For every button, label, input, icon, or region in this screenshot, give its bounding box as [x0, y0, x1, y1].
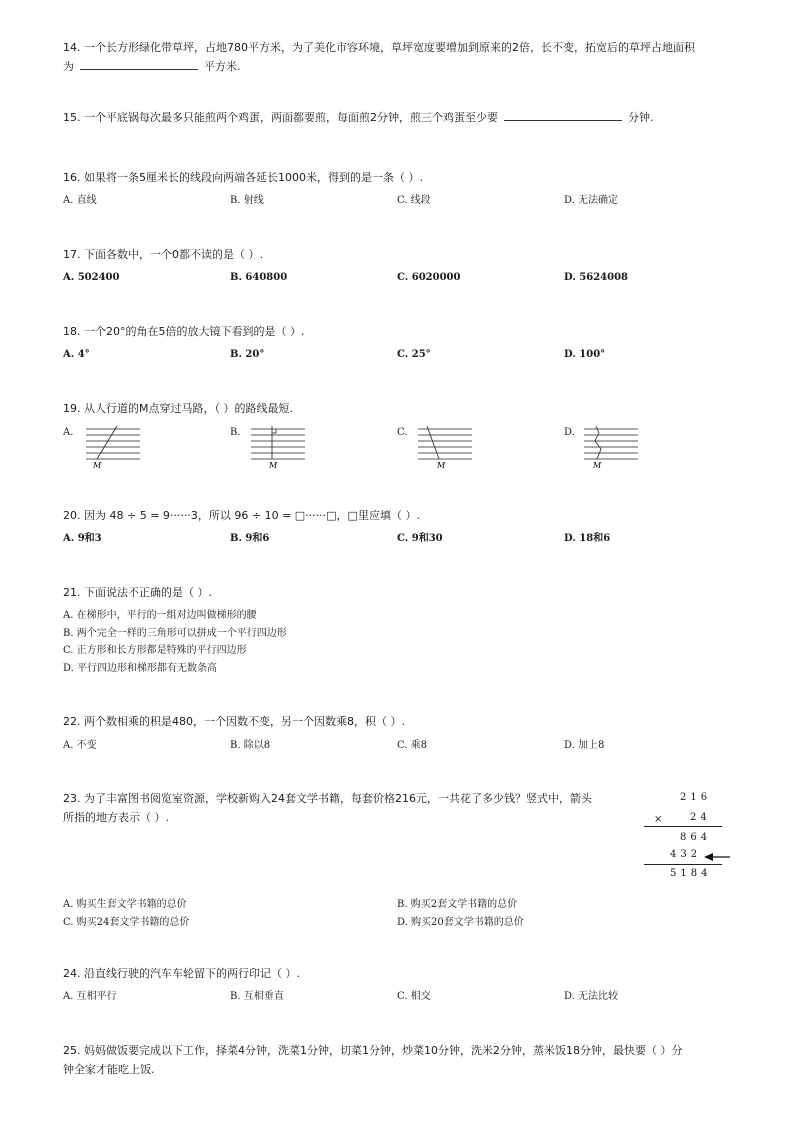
- point-m-label: M: [269, 461, 278, 470]
- option-b[interactable]: B. 9和6: [230, 533, 270, 544]
- calc-partial-2: 432: [670, 849, 702, 860]
- option-b-letter[interactable]: B.: [230, 427, 241, 438]
- question-17-options: [63, 270, 743, 286]
- option-a[interactable]: A. 9和3: [63, 533, 102, 544]
- question-24-stem: 24. 沿直线行驶的汽车车轮留下的两行印记（ ）.: [63, 967, 300, 980]
- calc-rule-1: [644, 826, 722, 827]
- question-15: [63, 108, 733, 127]
- option-b[interactable]: B. 购买2套文学书籍的总价: [397, 899, 518, 910]
- option-c[interactable]: C. 相交: [397, 991, 431, 1002]
- point-m-label: M: [437, 461, 446, 470]
- option-c[interactable]: C. 9和30: [397, 533, 443, 544]
- q14-pre: 为: [63, 60, 74, 73]
- option-b[interactable]: B. 640800: [230, 272, 288, 283]
- option-b[interactable]: B. 除以8: [230, 740, 271, 751]
- calc-partial-1: 864: [680, 832, 712, 843]
- question-18-options: [63, 347, 743, 363]
- option-d[interactable]: D. 购买20套文学书籍的总价: [397, 917, 524, 928]
- q15-pre: 15. 一个平底锅每次最多只能煎两个鸡蛋，两面都要煎，每面煎2分钟，煎三个鸡蛋至少要: [63, 111, 498, 124]
- option-b[interactable]: B. 20°: [230, 349, 265, 360]
- road-figure-b[interactable]: [248, 425, 308, 470]
- question-23-stem: [63, 789, 623, 827]
- point-m-label: M: [93, 461, 102, 470]
- option-c[interactable]: C. 25°: [397, 349, 431, 360]
- option-c[interactable]: C. 购买24套文学书籍的总价: [63, 917, 190, 928]
- point-m-label: M: [593, 461, 602, 470]
- question-22-stem: 22. 两个数相乘的积是480，一个因数不变，另一个因数乘8，积（ ）.: [63, 715, 405, 728]
- option-d[interactable]: D. 18和6: [564, 533, 611, 544]
- question-21-stem: 21. 下面说法不正确的是（ ）.: [63, 586, 212, 599]
- option-a[interactable]: A. 502400: [63, 272, 120, 283]
- option-b[interactable]: B. 互相垂直: [230, 991, 284, 1002]
- option-a[interactable]: A. 在梯形中，平行的一组对边叫做梯形的腰: [63, 610, 257, 621]
- question-25: [63, 1041, 733, 1079]
- option-a[interactable]: A. 购买生套文学书籍的总价: [63, 899, 187, 910]
- question-24-options: [63, 989, 743, 1005]
- question-14: [63, 38, 733, 76]
- road-figure-c[interactable]: [415, 425, 475, 470]
- question-20-stem: 20. 因为 48 ÷ 5 = 9······3，所以 96 ÷ 10 = □······□，□里应填（ ）.: [63, 509, 420, 522]
- option-c[interactable]: C. 6020000: [397, 272, 461, 283]
- calc-rule-2: [644, 864, 722, 865]
- option-d[interactable]: D. 无法比较: [564, 991, 619, 1002]
- calc-times-sign: ×: [654, 814, 667, 825]
- option-a[interactable]: A. 互相平行: [63, 991, 117, 1002]
- q14-post: 平方米.: [204, 60, 241, 73]
- road-figure-d[interactable]: [581, 425, 641, 470]
- option-b[interactable]: B. 两个完全一样的三角形可以拼成一个平行四边形: [63, 627, 287, 639]
- question-25-line1: 25. 妈妈做饭要完成以下工作，择菜4分钟，洗菜1分钟，切菜1分钟，炒菜10分钟，洗米2分钟，蒸米饭18分钟，最快要（ ）分: [63, 1044, 683, 1057]
- question-25-line2: 钟全家才能吃上饭.: [63, 1063, 155, 1076]
- option-d[interactable]: D. 平行四边形和梯形都有无数条高: [63, 662, 218, 674]
- q15-post: 分钟.: [628, 111, 654, 124]
- option-a[interactable]: A. 直线: [63, 195, 97, 206]
- question-16-stem: 16. 如果将一条5厘米长的线段向两端各延长1000米，得到的是一条（ ）.: [63, 171, 423, 184]
- question-21-options: [63, 607, 483, 677]
- question-17-stem: 17. 下面各数中，一个0都不读的是（ ）.: [63, 248, 263, 261]
- option-a[interactable]: A. 不变: [63, 740, 97, 751]
- question-23-line2: 所指的地方表示（ ）.: [63, 811, 169, 824]
- option-c[interactable]: C. 正方形和长方形都是特殊的平行四边形: [63, 645, 247, 656]
- option-d[interactable]: D. 5624008: [564, 272, 628, 283]
- option-d[interactable]: D. 加上8: [564, 740, 605, 751]
- question-19-figures: [63, 425, 743, 470]
- answer-blank[interactable]: [80, 59, 198, 70]
- question-14-line1: 14. 一个长方形绿化带草坪，占地780平方米，为了美化市容环境，草坪宽度要增加到原来的2倍，长不变，拓宽后的草坪占地面积: [63, 41, 695, 54]
- option-a[interactable]: A. 4°: [63, 349, 90, 360]
- question-23-line1: 23. 为了丰富图书阅览室资源，学校新购入24套文学书籍，每套价格216元，一共花了多少钱？竖式中，箭头: [63, 792, 592, 805]
- question-19-stem: 19. 从人行道的M点穿过马路，（ ）的路线最短.: [63, 402, 293, 415]
- option-c[interactable]: C. 线段: [397, 195, 431, 206]
- arrow-left-icon: [704, 851, 730, 863]
- answer-blank[interactable]: [504, 110, 622, 121]
- option-c-letter[interactable]: C.: [397, 427, 408, 438]
- vertical-multiplication: [636, 788, 736, 884]
- question-16-options: [63, 193, 743, 209]
- option-d[interactable]: D. 100°: [564, 349, 606, 360]
- option-b[interactable]: B. 射线: [230, 195, 264, 206]
- option-c[interactable]: C. 乘8: [397, 740, 428, 751]
- road-figure-a[interactable]: [83, 425, 143, 470]
- calc-multiplier: 24: [690, 812, 711, 823]
- question-14-line2: [63, 57, 733, 76]
- question-23-options: [63, 895, 743, 931]
- question-18-stem: 18. 一个20°的角在5倍的放大镜下看到的是（ ）.: [63, 325, 305, 338]
- question-22-options: [63, 738, 743, 754]
- calc-multiplicand: 216: [680, 792, 712, 803]
- question-20-options: [63, 531, 743, 547]
- option-d-letter[interactable]: D.: [564, 427, 575, 438]
- calc-product: 5184: [670, 868, 712, 879]
- option-a-letter[interactable]: A.: [63, 427, 74, 438]
- option-d[interactable]: D. 无法确定: [564, 195, 619, 206]
